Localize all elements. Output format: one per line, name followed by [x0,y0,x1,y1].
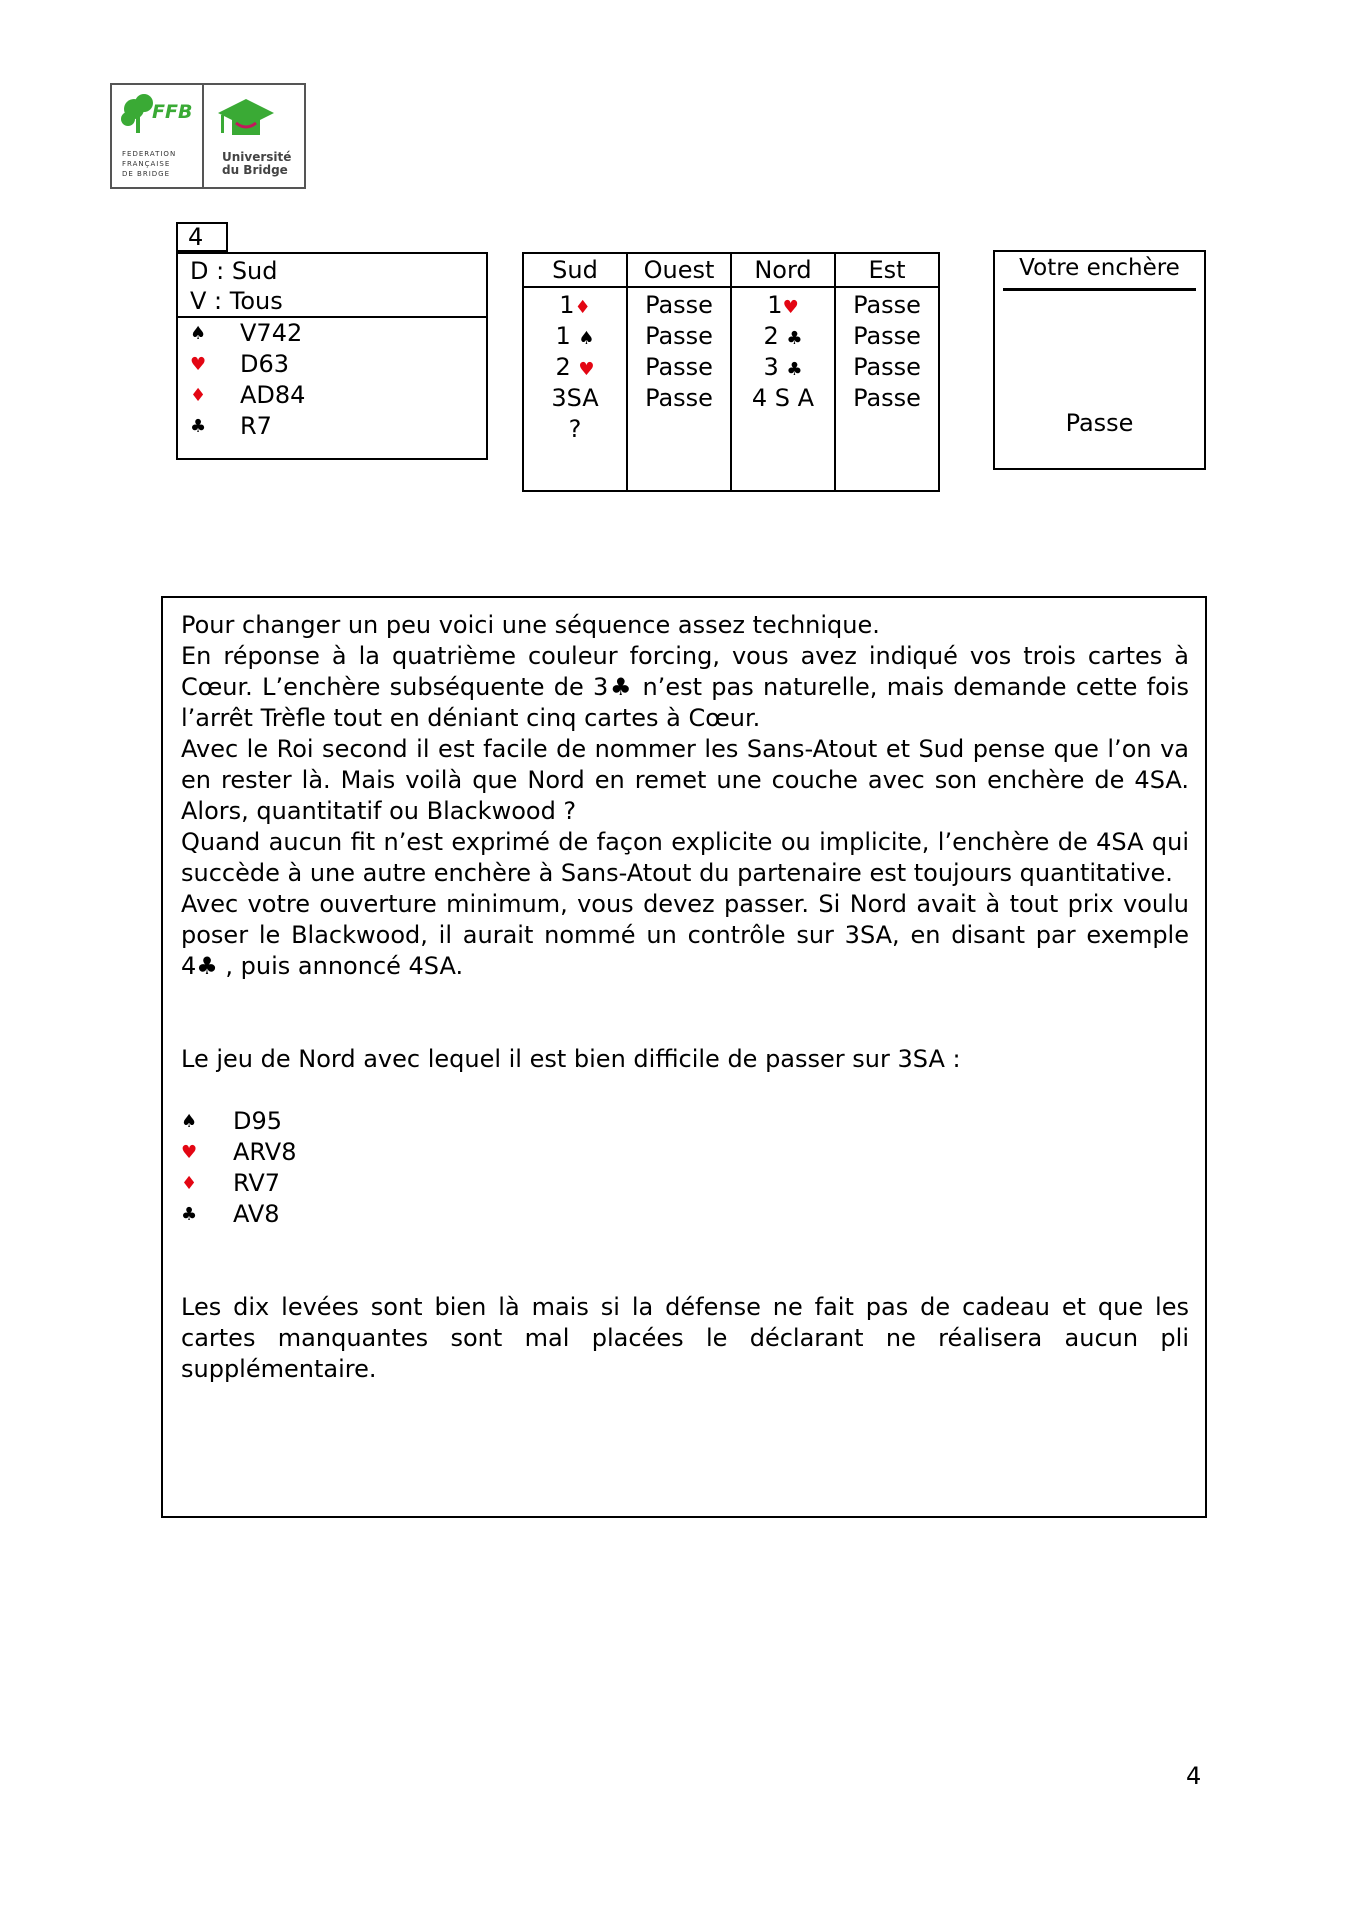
header-est: Est [835,253,939,287]
comment-paragraph-4: Quand aucun fit n’est exprimé de façon explicite ou implicite, l’enchère de 4SA qui succède à une autre enchère à Sans-Atout du partenaire est toujours quantitative. [181,828,1189,887]
club-icon: ♣ [190,416,207,437]
club-icon: ♣ [786,328,803,349]
club-cards: R7 [240,412,272,440]
column-ouest [627,287,731,491]
column-nord [731,287,835,491]
vulnerability: V : Tous [190,287,283,315]
south-hand [178,318,486,442]
bid-ouest-2: Passe [645,322,713,350]
federation-line-3: DE BRIDGE [122,170,171,178]
spade-icon: ♠ [190,323,207,344]
comment-paragraph-1: Pour changer un peu voici une séquence assez technique. [181,611,880,639]
bid-est-3: Passe [853,353,921,381]
heart-icon: ♥ [181,1142,198,1163]
diamond-cards: AD84 [240,381,306,409]
comment-conclusion: Les dix levées sont bien là mais si la défense ne fait pas de cadeau et que les cartes manquantes sont mal placées le déclarant ne réalisera aucun pli supplémentaire. [181,1293,1189,1383]
hand-row-hearts [190,349,486,380]
club-icon: ♣ [786,359,803,380]
north-hand-intro: Le jeu de Nord avec lequel il est bien difficile de passer sur 3SA : [181,1045,961,1073]
diamond-icon: ♦ [181,1173,198,1194]
heart-icon: ♥ [782,297,799,318]
north-club-cards: AV8 [233,1200,280,1228]
hand-row-clubs [190,411,486,442]
column-est [835,287,939,491]
north-row-hearts [181,1137,1189,1168]
spade-cards: V742 [240,319,303,347]
ffb-brand: FFB [152,101,193,123]
heart-cards: D63 [240,350,290,378]
diamond-icon: ♦ [190,385,207,406]
north-diamond-cards: RV7 [233,1169,281,1197]
auction-table [522,252,940,492]
north-row-clubs [181,1199,1189,1230]
header-nord: Nord [731,253,835,287]
bid-ouest-1: Passe [645,291,713,319]
commentary-box [161,596,1207,1518]
ffb-logo-left [112,85,204,187]
answer-value: Passe [1065,409,1134,437]
hand-row-spades [190,318,486,349]
bid-sud-2: 1 ♠ [555,322,595,350]
heart-icon: ♥ [190,354,207,375]
bid-ouest-4: Passe [645,384,713,412]
header-ouest: Ouest [627,253,731,287]
universite-line-2: du Bridge [222,163,288,177]
page-number: 4 [1186,1762,1202,1790]
club-icon: ♣ [181,1204,198,1225]
bid-nord-1: 1♥ [767,291,799,319]
federation-line-2: FRANÇAISE [122,160,171,168]
comment-paragraph-2: En réponse à la quatrième couleur forcing, vous avez indiqué vos trois cartes à Cœur. L’enchère subséquente de 3♣ n’est pas naturelle, mais demande cette fois l’arrêt Trèfle tout en déniant cinq cartes à Cœur. [181,642,1189,732]
universite-logo [204,85,304,187]
answer-box [993,250,1206,470]
header-sud: Sud [523,253,627,287]
dealer: D : Sud [190,257,278,285]
answer-divider [1003,288,1196,291]
bid-sud-5: ? [568,415,582,443]
bid-nord-2: 2 ♣ [763,322,803,350]
north-hand [181,1106,1189,1230]
bid-sud-1: 1♦ [559,291,591,319]
bid-est-4: Passe [853,384,921,412]
answer-title: Votre enchère [1019,255,1180,281]
bid-est-2: Passe [853,322,921,350]
bid-sud-4: 3SA [551,384,599,412]
spade-icon: ♠ [578,328,595,349]
spade-icon: ♠ [181,1111,198,1132]
deal-header [178,254,486,318]
deal-number: 4 [176,222,228,252]
bid-est-1: Passe [853,291,921,319]
bid-sud-3: 2 ♥ [555,353,595,381]
federation-line-1: FEDERATION [122,150,177,158]
universite-line-1: Université [222,150,292,164]
north-row-diamonds [181,1168,1189,1199]
column-sud [523,287,627,491]
heart-icon: ♥ [578,359,595,380]
bid-ouest-3: Passe [645,353,713,381]
comment-paragraph-5: Avec votre ouverture minimum, vous devez passer. Si Nord avait à tout prix voulu poser le Blackwood, il aurait nommé un contrôle sur 3SA, en disant par exemple 4♣ , puis annoncé 4SA. [181,890,1189,980]
hand-row-diamonds [190,380,486,411]
north-heart-cards: ARV8 [233,1138,297,1166]
north-spade-cards: D95 [233,1107,283,1135]
bid-nord-3: 3 ♣ [763,353,803,381]
diamond-icon: ♦ [574,297,591,318]
comment-paragraph-3: Avec le Roi second il est facile de nommer les Sans-Atout et Sud pense que l’on va en rester là. Mais voilà que Nord en remet une couche avec son enchère de 4SA. Alors, quantitatif ou Blackwood ? [181,735,1189,825]
bid-nord-4: 4 S A [751,384,815,412]
graduation-cap-icon [208,91,308,151]
ffb-logo [110,83,306,189]
deal-box [176,252,488,460]
north-row-spades [181,1106,1189,1137]
